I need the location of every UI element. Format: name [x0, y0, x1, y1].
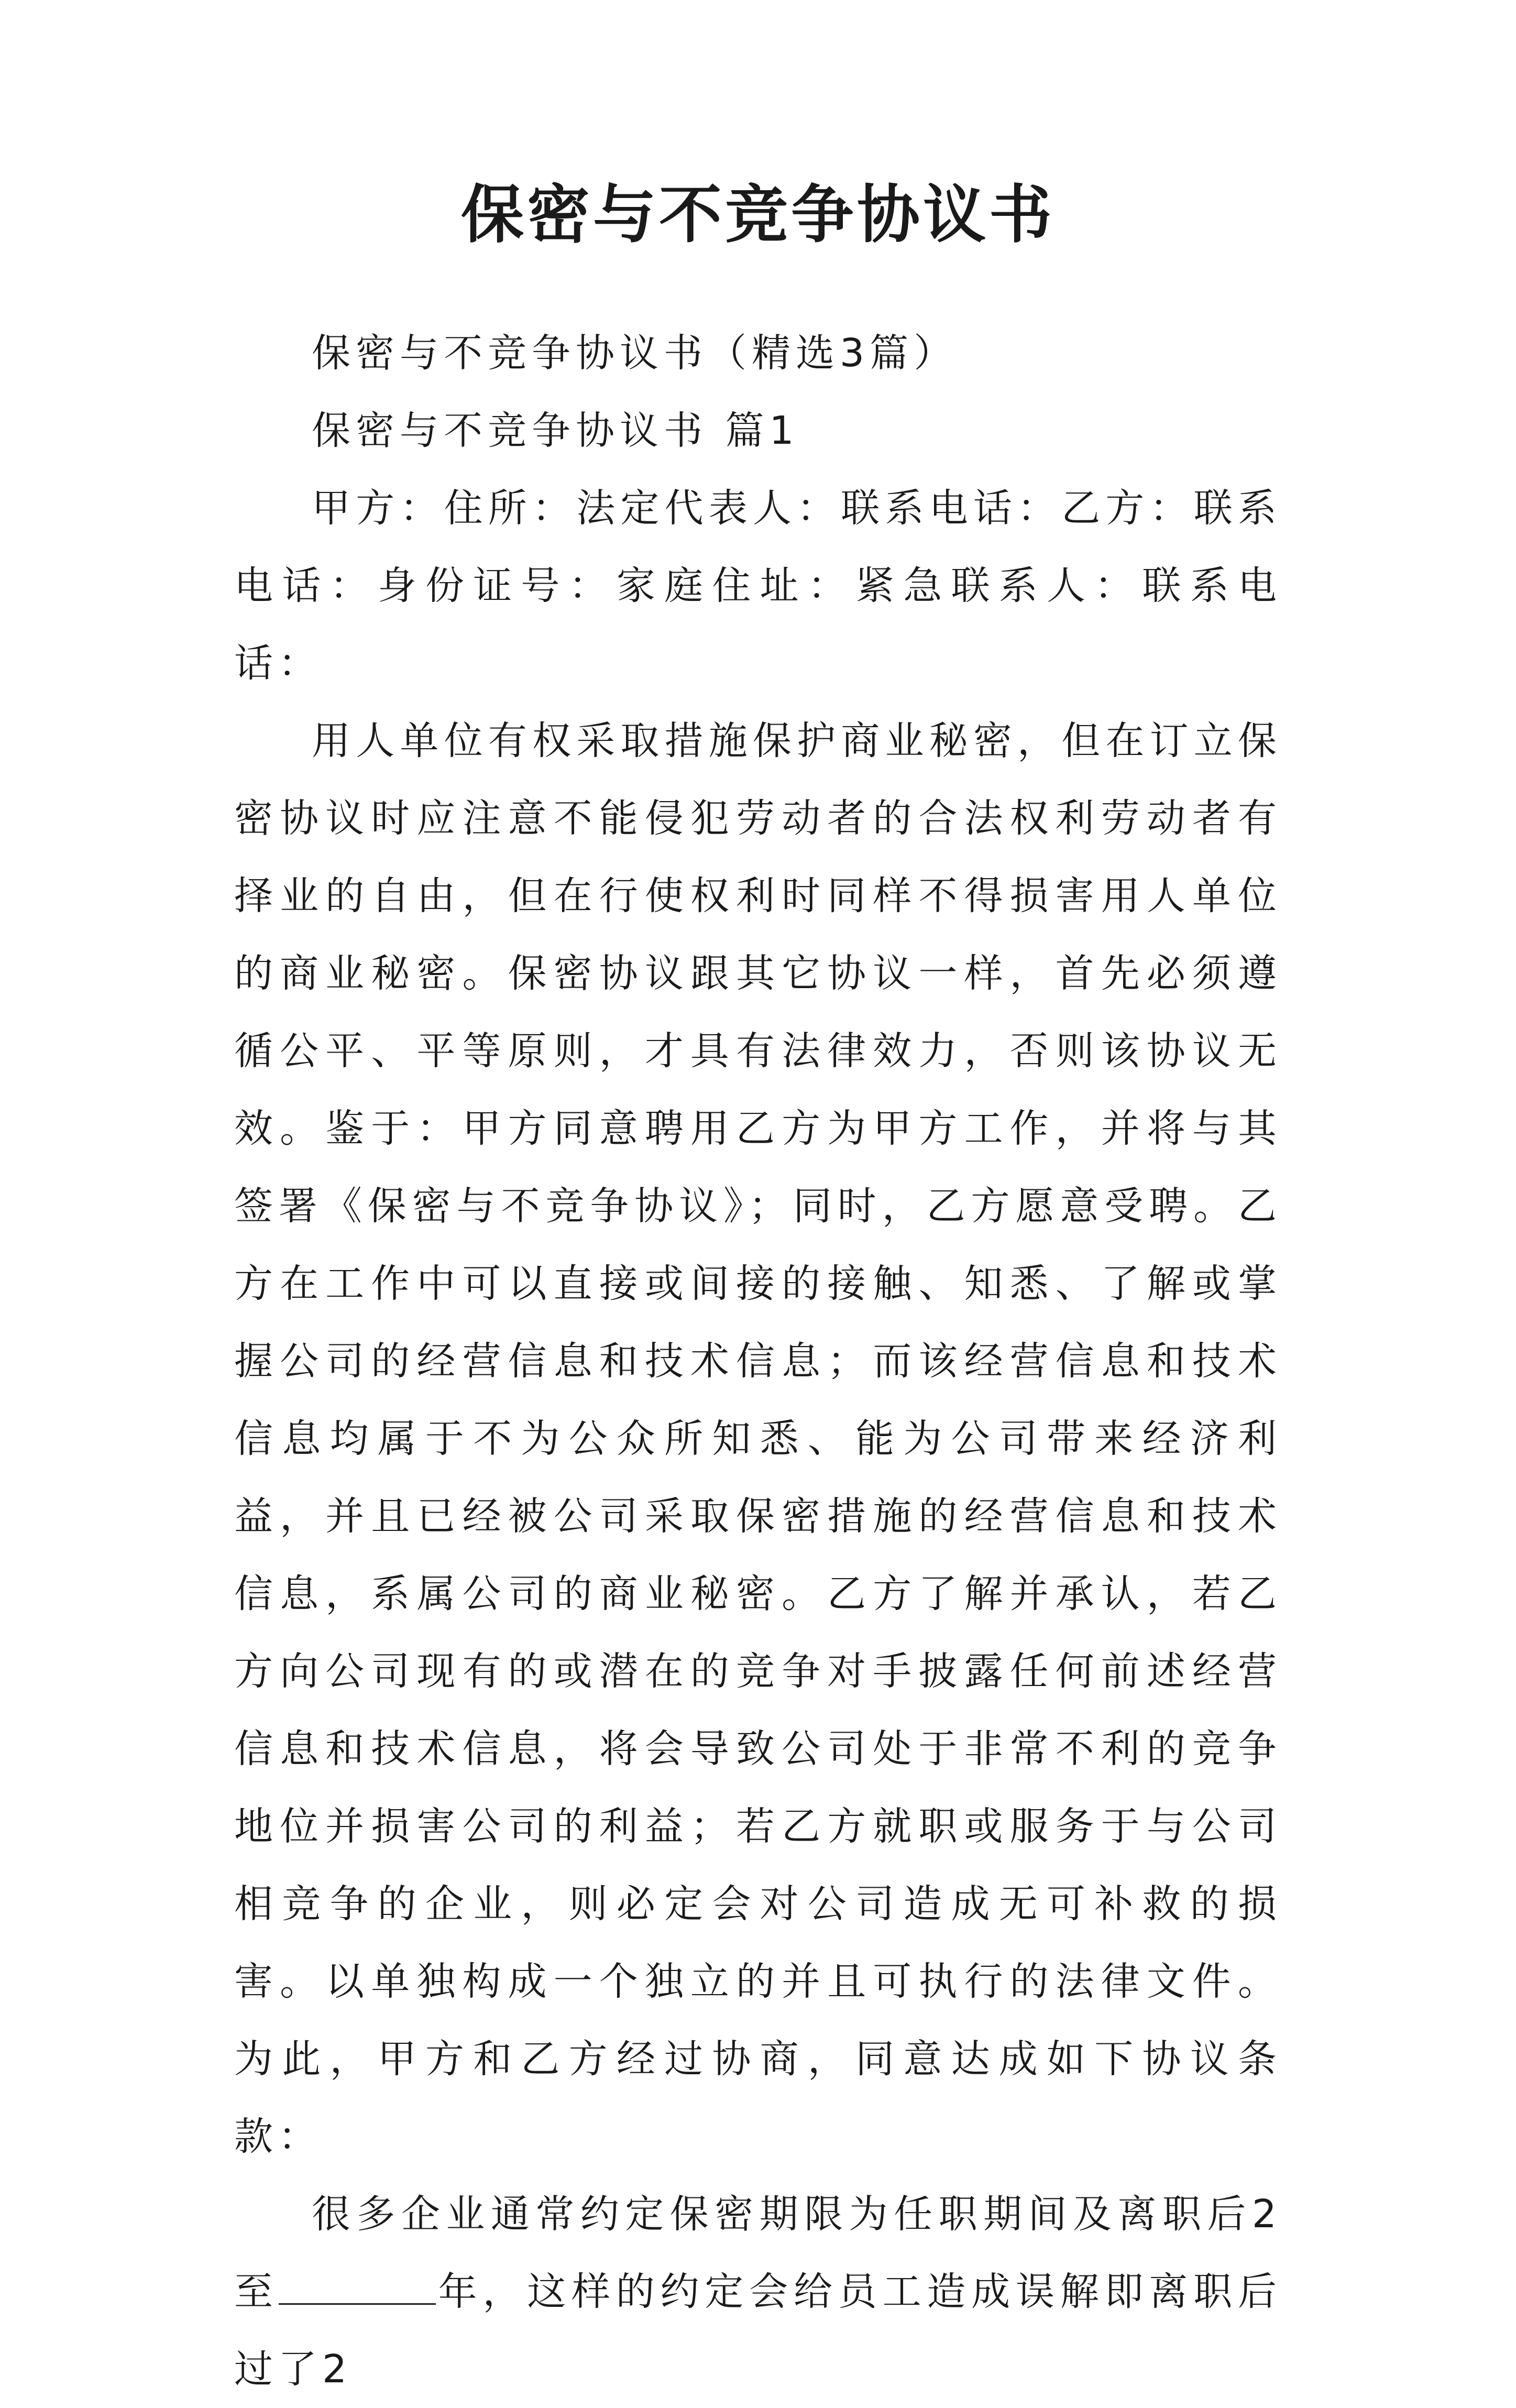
- body-paragraph: 用人单位有权采取措施保护商业秘密，但在订立保密协议时应注意不能侵犯劳动者的合法权利劳动者有择业的自由，但在行使权利时同样不得损害用人单位的商业秘密。保密协议跟其它协议一样，首先必须遵循公平、平等原则，才具有法律效力，否则该协议无效。鉴于：甲方同意聘用乙方为甲方工作，并将与其签署《保密与不竞争协议》；同时，乙方愿意受聘。乙方在工作中可以直接或间接的接触、知悉、了解或掌握公司的经营信息和技术信息；而该经营信息和技术信息均属于不为公众所知悉、能为公司带来经济利益，并且已经被公司采取保密措施的经营信息和技术信息，系属公司的商业秘密。乙方了解并承认，若乙方向公司现有的或潜在的竞争对手披露任何前述经营信息和技术信息，将会导致公司处于非常不利的竞争地位并损害公司的利益；若乙方就职或服务于与公司相竞争的企业，则必定会对公司造成无可补救的损害。以单独构成一个独立的并且可执行的法律文件。为此，甲方和乙方经过协商，同意达成如下协议条款：: [234, 718, 1282, 2159]
- paragraph-text-before-blank: 很多企业通常约定保密期限为任职期间及离职后2至: [234, 2192, 1282, 2314]
- paragraph-text-after-blank: 年，这样的约定会给员工造成误解即离职后过了2: [234, 2269, 1282, 2392]
- confidentiality-term-paragraph: [234, 2175, 1282, 2408]
- section-heading: 保密与不竞争协议书 篇1: [312, 408, 799, 453]
- document-title: 保密与不竞争协议书: [461, 178, 1055, 251]
- fill-in-blank: [279, 2261, 436, 2305]
- parties-paragraph: 甲方：住所：法定代表人：联系电话：乙方：联系电话：身份证号：家庭住址：紧急联系人：联系电话：: [234, 486, 1282, 686]
- subtitle-paragraph: 保密与不竞争协议书（精选3篇）: [312, 331, 958, 376]
- document-body: [234, 314, 1282, 2408]
